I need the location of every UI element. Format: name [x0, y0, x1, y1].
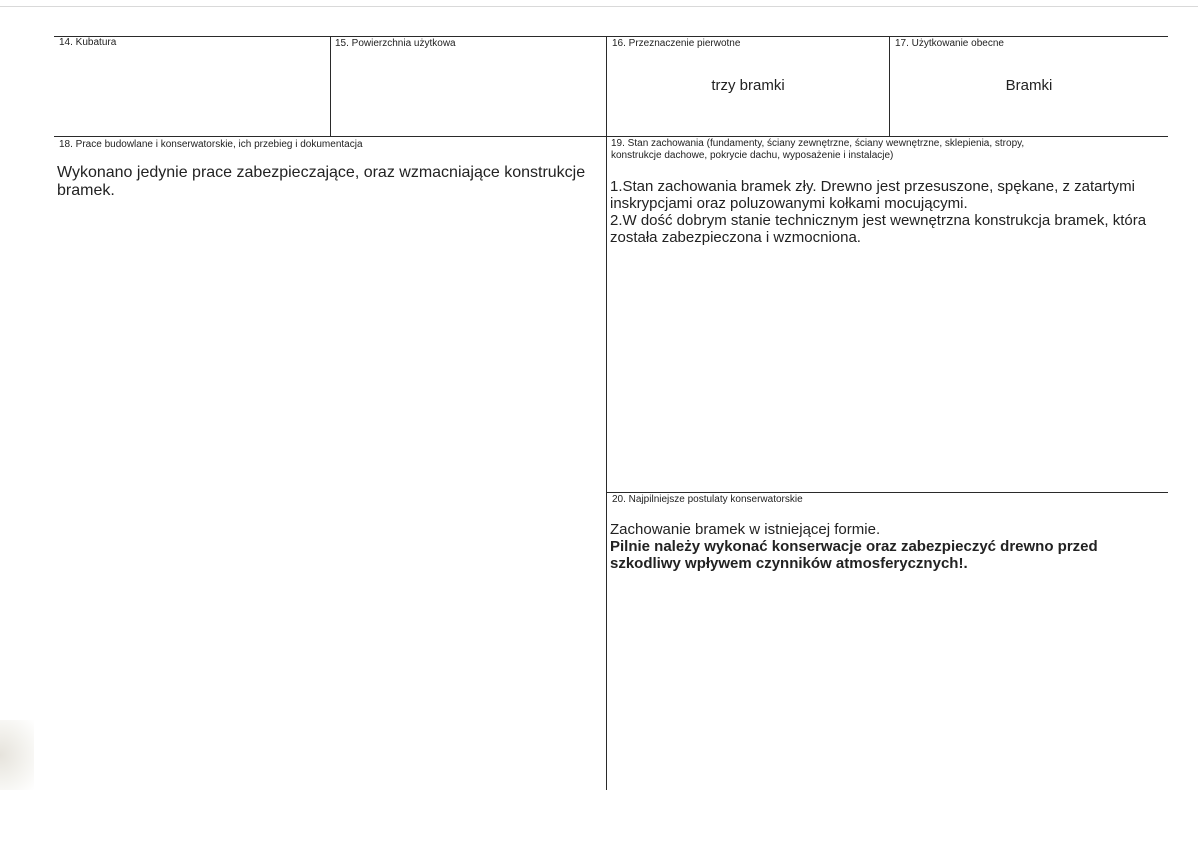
field-16-label: 16. Przeznaczenie pierwotne	[612, 38, 741, 49]
field-15-label: 15. Powierzchnia użytkowa	[335, 38, 456, 49]
row1-bottom-border	[54, 136, 1168, 137]
col-divider-14-15	[330, 36, 331, 136]
scan-top-rule	[0, 6, 1198, 7]
field-20-line-2: Pilnie należy wykonać konserwacje oraz zabezpieczyć drewno przed szkodliwy wpływem czynników atmosferycznych!.	[610, 538, 1098, 572]
field-17-label: 17. Użytkowanie obecne	[895, 38, 1004, 49]
field-19-label-line2: konstrukcje dachowe, pokrycie dachu, wyposażenie i instalacje)	[611, 150, 894, 161]
row1-top-border	[54, 36, 1168, 37]
field-19-label	[611, 138, 1163, 162]
field-19-item-2: 2.W dość dobrym stanie technicznym jest wewnętrzna konstrukcja bramek, która została zabezpieczona i wzmocniona.	[610, 212, 1147, 246]
field-20-line-1: Zachowanie bramek w istniejącej formie.	[610, 521, 881, 538]
field-18-label: 18. Prace budowlane i konserwatorskie, ich przebieg i dokumentacja	[59, 139, 363, 150]
field-19-text	[610, 178, 1165, 246]
field-17-value: Bramki	[1005, 77, 1053, 94]
field-18-text	[57, 164, 593, 200]
field-20-label: 20. Najpilniejsze postulaty konserwatorskie	[612, 494, 803, 505]
field-20-text	[610, 521, 1150, 572]
field-16-value: trzy bramki	[711, 77, 785, 94]
field-19-label-line1: 19. Stan zachowania (fundamenty, ściany zewnętrzne, ściany wewnętrzne, sklepienia, stropy,	[611, 138, 1025, 149]
field-19-item-1: 1.Stan zachowania bramek zły. Drewno jest przesuszone, spękane, z zatartymi inskrypcjami oraz poluzowanymi kołkami mocującymi.	[610, 178, 1135, 212]
row-20-top-border	[606, 492, 1168, 493]
col-divider-main	[606, 36, 607, 790]
scan-edge-shadow	[0, 720, 34, 790]
field-14-label: 14. Kubatura	[59, 37, 117, 48]
field-18-paragraph: Wykonano jedynie prace zabezpieczające, oraz wzmacniające konstrukcje bramek.	[57, 164, 586, 199]
